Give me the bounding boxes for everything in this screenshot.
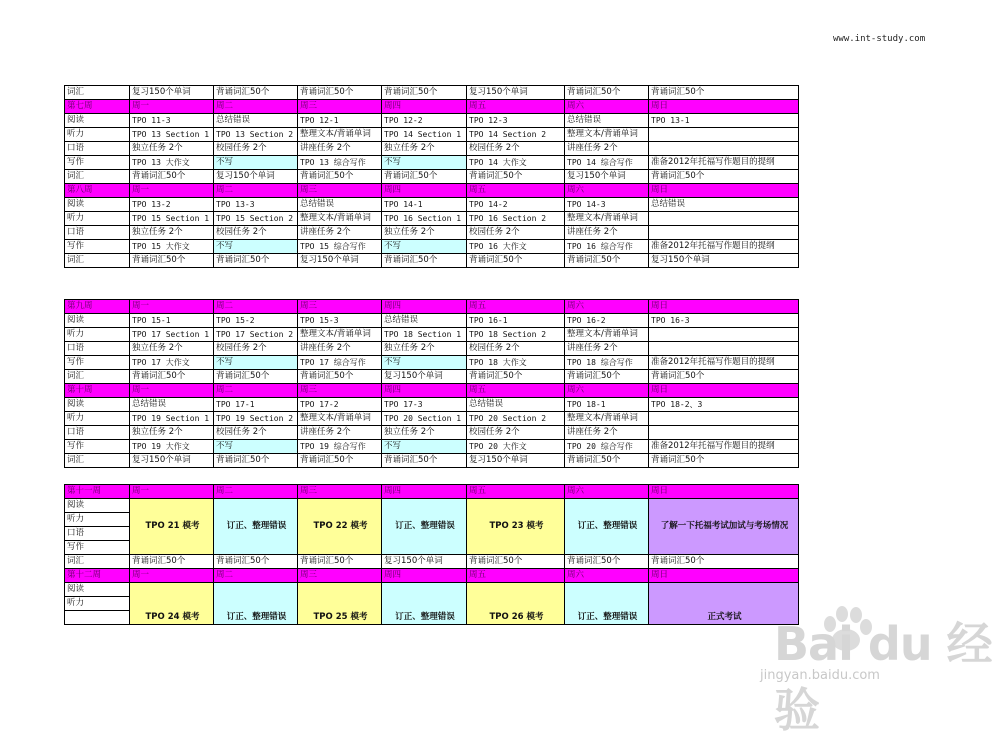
- day-header: 周四: [382, 384, 467, 398]
- merged-task-cell: 订正、整理错误: [382, 499, 467, 555]
- schedule-table-weeks-11-12: [64, 484, 799, 625]
- schedule-cell: 背诵词汇50个: [382, 170, 467, 184]
- schedule-cell: TPO 13-3: [214, 198, 298, 212]
- row-label: 口语: [65, 527, 130, 541]
- schedule-cell: 整理文本/背诵单词: [565, 212, 649, 226]
- day-header: 周六: [565, 184, 649, 198]
- schedule-cell: 背诵词汇50个: [130, 370, 214, 384]
- row-label: 口语: [65, 142, 130, 156]
- day-header: 周三: [298, 569, 382, 583]
- schedule-cell: TPO 17-3: [382, 398, 467, 412]
- schedule-cell: 不写: [382, 240, 467, 254]
- schedule-row: [65, 226, 799, 240]
- schedule-cell: 整理文本/背诵单词: [298, 412, 382, 426]
- schedule-cell: TPO 13 综合写作: [298, 156, 382, 170]
- schedule-cell: TPO 17 大作文: [130, 356, 214, 370]
- schedule-cell: TPO 16-2: [565, 314, 649, 328]
- day-header: 周五: [467, 100, 565, 114]
- schedule-cell: TPO 16 大作文: [467, 240, 565, 254]
- schedule-cell: 总结错误: [214, 114, 298, 128]
- schedule-cell: 校园任务 2个: [214, 142, 298, 156]
- schedule-cell: TPO 19 综合写作: [298, 440, 382, 454]
- schedule-cell: 独立任务 2个: [130, 426, 214, 440]
- schedule-row: [65, 86, 799, 100]
- schedule-cell: 复习150个单词: [298, 254, 382, 268]
- schedule-cell: TPO 18-1: [565, 398, 649, 412]
- schedule-row: [65, 240, 799, 254]
- day-header: 周五: [467, 184, 565, 198]
- schedule-cell: 不写: [214, 356, 298, 370]
- schedule-row: [65, 156, 799, 170]
- schedule-cell: 背诵词汇50个: [382, 86, 467, 100]
- schedule-row: [65, 170, 799, 184]
- merged-task-cell: 订正、整理错误: [214, 583, 298, 625]
- schedule-cell: 独立任务 2个: [130, 342, 214, 356]
- schedule-cell: TPO 20 Section 1: [382, 412, 467, 426]
- schedule-cell: 准备2012年托福写作题目的提纲: [649, 156, 799, 170]
- row-label: 写作: [65, 156, 130, 170]
- day-header: 周一: [130, 184, 214, 198]
- schedule-cell: TPO 14-3: [565, 198, 649, 212]
- day-header: 周四: [382, 100, 467, 114]
- schedule-row: [65, 342, 799, 356]
- schedule-cell: TPO 14 Section 1: [382, 128, 467, 142]
- week-title: 第九周: [65, 300, 130, 314]
- row-label: 听力: [65, 513, 130, 527]
- watermark-logo: Bai du 经验: [774, 617, 992, 737]
- schedule-table-weeks-7-8: [64, 85, 799, 268]
- schedule-row: [65, 555, 799, 569]
- day-header: 周六: [565, 569, 649, 583]
- row-label: 词汇: [65, 370, 130, 384]
- schedule-cell: TPO 13 大作文: [130, 156, 214, 170]
- schedule-row: [65, 583, 799, 597]
- row-label: 词汇: [65, 454, 130, 468]
- schedule-cell: TPO 17 Section 2: [214, 328, 298, 342]
- schedule-row: [65, 212, 799, 226]
- schedule-cell: TPO 17 Section 1: [130, 328, 214, 342]
- schedule-cell: 校园任务 2个: [214, 226, 298, 240]
- week-header-row: [65, 300, 799, 314]
- schedule-cell: TPO 14 大作文: [467, 156, 565, 170]
- schedule-cell: TPO 16 综合写作: [565, 240, 649, 254]
- day-header: 周四: [382, 184, 467, 198]
- schedule-cell: [649, 412, 799, 426]
- merged-task-cell: TPO 21 模考: [130, 499, 214, 555]
- schedule-cell: TPO 18 大作文: [467, 356, 565, 370]
- day-header: 周六: [565, 100, 649, 114]
- schedule-row: [65, 499, 799, 513]
- row-label: 阅读: [65, 398, 130, 412]
- row-label: 听力: [65, 597, 130, 611]
- merged-task-cell: 订正、整理错误: [214, 499, 298, 555]
- day-header: 周五: [467, 485, 565, 499]
- site-url: www.int-study.com: [833, 34, 926, 44]
- schedule-cell: TPO 13-1: [649, 114, 799, 128]
- schedule-cell: 总结错误: [649, 198, 799, 212]
- schedule-cell: 背诵词汇50个: [298, 370, 382, 384]
- schedule-cell: TPO 13-2: [130, 198, 214, 212]
- schedule-cell: 复习150个单词: [130, 86, 214, 100]
- schedule-cell: 背诵词汇50个: [214, 454, 298, 468]
- day-header: 周日: [649, 485, 799, 499]
- merged-task-cell: 了解一下托福考试加试与考场情况: [649, 499, 799, 555]
- day-header: 周三: [298, 485, 382, 499]
- schedule-cell: [649, 128, 799, 142]
- row-label: 口语: [65, 342, 130, 356]
- row-label: 词汇: [65, 86, 130, 100]
- schedule-cell: 独立任务 2个: [382, 342, 467, 356]
- schedule-cell: 复习150个单词: [214, 170, 298, 184]
- row-label: 阅读: [65, 583, 130, 597]
- schedule-cell: TPO 18 Section 2: [467, 328, 565, 342]
- schedule-cell: [649, 328, 799, 342]
- merged-task-cell: TPO 22 模考: [298, 499, 382, 555]
- schedule-cell: 背诵词汇50个: [467, 254, 565, 268]
- day-header: 周二: [214, 184, 298, 198]
- merged-task-cell: TPO 24 模考: [130, 583, 214, 625]
- schedule-cell: TPO 14-1: [382, 198, 467, 212]
- watermark-url: jingyan.baidu.com: [760, 668, 880, 683]
- schedule-cell: 总结错误: [382, 314, 467, 328]
- schedule-row: [65, 412, 799, 426]
- schedule-table-weeks-9-10: [64, 299, 799, 468]
- schedule-row: [65, 198, 799, 212]
- schedule-cell: 背诵词汇50个: [130, 170, 214, 184]
- schedule-cell: 背诵词汇50个: [214, 86, 298, 100]
- schedule-cell: TPO 14 综合写作: [565, 156, 649, 170]
- day-header: 周三: [298, 300, 382, 314]
- schedule-cell: 不写: [382, 440, 467, 454]
- schedule-cell: 总结错误: [467, 398, 565, 412]
- schedule-cell: 背诵词汇50个: [382, 254, 467, 268]
- schedule-cell: 复习150个单词: [467, 86, 565, 100]
- schedule-cell: TPO 13 Section 2: [214, 128, 298, 142]
- schedule-cell: TPO 17-1: [214, 398, 298, 412]
- schedule-cell: 独立任务 2个: [382, 426, 467, 440]
- row-label: 听力: [65, 328, 130, 342]
- day-header: 周一: [130, 300, 214, 314]
- schedule-cell: 讲座任务 2个: [565, 142, 649, 156]
- schedule-cell: TPO 17 综合写作: [298, 356, 382, 370]
- schedule-cell: 独立任务 2个: [382, 226, 467, 240]
- schedule-cell: 整理文本/背诵单词: [565, 328, 649, 342]
- day-header: 周二: [214, 100, 298, 114]
- day-header: 周五: [467, 569, 565, 583]
- schedule-cell: 背诵词汇50个: [298, 170, 382, 184]
- day-header: 周日: [649, 384, 799, 398]
- schedule-cell: 整理文本/背诵单词: [298, 212, 382, 226]
- row-label: 听力: [65, 212, 130, 226]
- schedule-cell: 背诵词汇50个: [565, 454, 649, 468]
- schedule-cell: 准备2012年托福写作题目的提纲: [649, 356, 799, 370]
- day-header: 周三: [298, 384, 382, 398]
- schedule-cell: 复习150个单词: [130, 454, 214, 468]
- schedule-cell: 背诵词汇50个: [214, 555, 298, 569]
- schedule-cell: 讲座任务 2个: [298, 226, 382, 240]
- schedule-cell: [649, 142, 799, 156]
- merged-task-cell: 订正、整理错误: [382, 583, 467, 625]
- schedule-cell: 不写: [214, 156, 298, 170]
- schedule-cell: 不写: [382, 356, 467, 370]
- schedule-cell: 校园任务 2个: [467, 142, 565, 156]
- day-header: 周日: [649, 100, 799, 114]
- schedule-cell: TPO 14 Section 2: [467, 128, 565, 142]
- schedule-cell: TPO 18 Section 1: [382, 328, 467, 342]
- schedule-row: [65, 142, 799, 156]
- schedule-row: [65, 114, 799, 128]
- schedule-cell: TPO 15-2: [214, 314, 298, 328]
- schedule-cell: 总结错误: [130, 398, 214, 412]
- day-header: 周一: [130, 384, 214, 398]
- schedule-cell: 校园任务 2个: [467, 226, 565, 240]
- schedule-cell: 整理文本/背诵单词: [565, 128, 649, 142]
- schedule-cell: 校园任务 2个: [467, 342, 565, 356]
- row-label: 词汇: [65, 555, 130, 569]
- schedule-cell: TPO 19 Section 2: [214, 412, 298, 426]
- merged-task-cell: TPO 26 模考: [467, 583, 565, 625]
- day-header: 周六: [565, 485, 649, 499]
- schedule-cell: 校园任务 2个: [467, 426, 565, 440]
- week-title: 第十二周: [65, 569, 130, 583]
- row-label: 写作: [65, 240, 130, 254]
- schedule-row: [65, 426, 799, 440]
- schedule-cell: TPO 19 Section 1: [130, 412, 214, 426]
- schedule-cell: 背诵词汇50个: [565, 254, 649, 268]
- schedule-cell: TPO 16 Section 2: [467, 212, 565, 226]
- schedule-cell: TPO 12-1: [298, 114, 382, 128]
- schedule-cell: [649, 342, 799, 356]
- week-header-row: [65, 384, 799, 398]
- schedule-cell: TPO 15-3: [298, 314, 382, 328]
- schedule-cell: 背诵词汇50个: [467, 370, 565, 384]
- day-header: 周日: [649, 569, 799, 583]
- schedule-cell: 背诵词汇50个: [298, 86, 382, 100]
- schedule-cell: 背诵词汇50个: [298, 454, 382, 468]
- schedule-row: [65, 314, 799, 328]
- schedule-cell: [649, 426, 799, 440]
- schedule-cell: 不写: [382, 156, 467, 170]
- merged-task-cell: TPO 23 模考: [467, 499, 565, 555]
- schedule-cell: TPO 16 Section 1: [382, 212, 467, 226]
- schedule-row: [65, 440, 799, 454]
- schedule-cell: TPO 18-2、3: [649, 398, 799, 412]
- schedule-cell: 复习150个单词: [649, 254, 799, 268]
- baidu-jingyan-watermark: [752, 598, 992, 737]
- schedule-cell: 背诵词汇50个: [298, 555, 382, 569]
- schedule-cell: TPO 15 综合写作: [298, 240, 382, 254]
- schedule-cell: 背诵词汇50个: [467, 555, 565, 569]
- week-header-row: [65, 184, 799, 198]
- schedule-cell: TPO 12-3: [467, 114, 565, 128]
- schedule-cell: 讲座任务 2个: [565, 342, 649, 356]
- schedule-cell: TPO 15 大作文: [130, 240, 214, 254]
- schedule-cell: 背诵词汇50个: [565, 370, 649, 384]
- merged-task-cell: TPO 25 模考: [298, 583, 382, 625]
- schedule-row: [65, 370, 799, 384]
- schedule-cell: 独立任务 2个: [382, 142, 467, 156]
- schedule-cell: 背诵词汇50个: [467, 170, 565, 184]
- schedule-cell: TPO 16-1: [467, 314, 565, 328]
- schedule-cell: TPO 20 大作文: [467, 440, 565, 454]
- schedule-cell: TPO 20 综合写作: [565, 440, 649, 454]
- schedule-row: [65, 328, 799, 342]
- schedule-cell: 背诵词汇50个: [565, 555, 649, 569]
- row-label: 词汇: [65, 170, 130, 184]
- day-header: 周二: [214, 485, 298, 499]
- schedule-cell: 校园任务 2个: [214, 342, 298, 356]
- schedule-cell: 讲座任务 2个: [298, 426, 382, 440]
- row-label: 阅读: [65, 198, 130, 212]
- day-header: 周六: [565, 300, 649, 314]
- week-title: 第七周: [65, 100, 130, 114]
- day-header: 周一: [130, 569, 214, 583]
- day-header: 周二: [214, 569, 298, 583]
- day-header: 周二: [214, 300, 298, 314]
- week-title: 第八周: [65, 184, 130, 198]
- schedule-cell: 独立任务 2个: [130, 142, 214, 156]
- schedule-cell: 讲座任务 2个: [565, 426, 649, 440]
- schedule-cell: 准备2012年托福写作题目的提纲: [649, 440, 799, 454]
- schedule-cell: 总结错误: [565, 114, 649, 128]
- week-header-row: [65, 485, 799, 499]
- schedule-row: [65, 128, 799, 142]
- schedule-cell: TPO 17-2: [298, 398, 382, 412]
- schedule-cell: 背诵词汇50个: [649, 86, 799, 100]
- row-label: 写作: [65, 440, 130, 454]
- schedule-cell: 背诵词汇50个: [649, 454, 799, 468]
- day-header: 周一: [130, 485, 214, 499]
- schedule-cell: 背诵词汇50个: [130, 555, 214, 569]
- schedule-cell: 复习150个单词: [382, 555, 467, 569]
- schedule-cell: 讲座任务 2个: [298, 342, 382, 356]
- row-label: 阅读: [65, 314, 130, 328]
- schedule-cell: TPO 13 Section 1: [130, 128, 214, 142]
- merged-task-cell: 订正、整理错误: [565, 583, 649, 625]
- schedule-cell: TPO 15 Section 1: [130, 212, 214, 226]
- schedule-cell: 校园任务 2个: [214, 426, 298, 440]
- row-label: [65, 611, 130, 625]
- schedule-cell: 复习150个单词: [565, 170, 649, 184]
- day-header: 周日: [649, 300, 799, 314]
- week-title: 第十周: [65, 384, 130, 398]
- row-label: 词汇: [65, 254, 130, 268]
- schedule-cell: 整理文本/背诵单词: [565, 412, 649, 426]
- schedule-row: [65, 454, 799, 468]
- day-header: 周二: [214, 384, 298, 398]
- schedule-cell: 复习150个单词: [382, 370, 467, 384]
- schedule-cell: 不写: [214, 240, 298, 254]
- row-label: 写作: [65, 541, 130, 555]
- schedule-cell: [649, 226, 799, 240]
- schedule-cell: 准备2012年托福写作题目的提纲: [649, 240, 799, 254]
- schedule-cell: 独立任务 2个: [130, 226, 214, 240]
- schedule-cell: 背诵词汇50个: [649, 170, 799, 184]
- schedule-cell: 背诵词汇50个: [214, 254, 298, 268]
- schedule-cell: 讲座任务 2个: [565, 226, 649, 240]
- row-label: 阅读: [65, 499, 130, 513]
- day-header: 周四: [382, 569, 467, 583]
- schedule-cell: 背诵词汇50个: [649, 555, 799, 569]
- schedule-cell: 复习150个单词: [467, 454, 565, 468]
- week-title: 第十一周: [65, 485, 130, 499]
- schedule-row: [65, 254, 799, 268]
- day-header: 周三: [298, 100, 382, 114]
- row-label: 口语: [65, 426, 130, 440]
- schedule-row: [65, 398, 799, 412]
- schedule-cell: 整理文本/背诵单词: [298, 128, 382, 142]
- day-header: 周日: [649, 184, 799, 198]
- schedule-cell: TPO 20 Section 2: [467, 412, 565, 426]
- row-label: 写作: [65, 356, 130, 370]
- day-header: 周五: [467, 300, 565, 314]
- schedule-cell: 背诵词汇50个: [649, 370, 799, 384]
- schedule-cell: 背诵词汇50个: [214, 370, 298, 384]
- schedule-cell: TPO 18 综合写作: [565, 356, 649, 370]
- row-label: 听力: [65, 128, 130, 142]
- schedule-cell: 背诵词汇50个: [130, 254, 214, 268]
- day-header: 周六: [565, 384, 649, 398]
- day-header: 周四: [382, 485, 467, 499]
- schedule-cell: TPO 12-2: [382, 114, 467, 128]
- schedule-cell: TPO 14-2: [467, 198, 565, 212]
- schedule-cell: 整理文本/背诵单词: [298, 328, 382, 342]
- merged-task-cell: 订正、整理错误: [565, 499, 649, 555]
- day-header: 周一: [130, 100, 214, 114]
- schedule-cell: [649, 212, 799, 226]
- schedule-cell: TPO 15 Section 2: [214, 212, 298, 226]
- schedule-cell: 不写: [214, 440, 298, 454]
- row-label: 听力: [65, 412, 130, 426]
- week-header-row: [65, 569, 799, 583]
- schedule-cell: 背诵词汇50个: [382, 454, 467, 468]
- row-label: 口语: [65, 226, 130, 240]
- merged-task-cell: 正式考试: [649, 583, 799, 625]
- week-header-row: [65, 100, 799, 114]
- day-header: 周五: [467, 384, 565, 398]
- schedule-cell: 背诵词汇50个: [565, 86, 649, 100]
- schedule-cell: TPO 16-3: [649, 314, 799, 328]
- schedule-row: [65, 356, 799, 370]
- day-header: 周三: [298, 184, 382, 198]
- schedule-cell: 讲座任务 2个: [298, 142, 382, 156]
- day-header: 周四: [382, 300, 467, 314]
- schedule-cell: TPO 11-3: [130, 114, 214, 128]
- schedule-cell: 总结错误: [298, 198, 382, 212]
- row-label: 阅读: [65, 114, 130, 128]
- schedule-cell: TPO 19 大作文: [130, 440, 214, 454]
- schedule-cell: TPO 15-1: [130, 314, 214, 328]
